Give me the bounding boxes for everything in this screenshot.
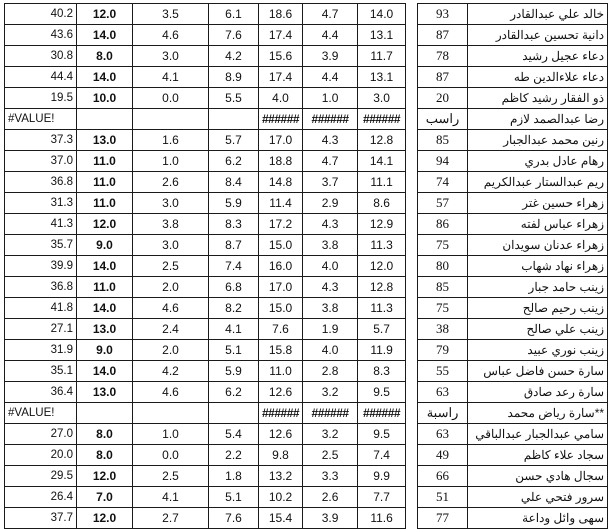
table-row [5, 88, 608, 109]
total-cell[interactable]: 41.3 [5, 214, 77, 235]
score-e-cell[interactable]: 4.4 [303, 67, 358, 88]
score-d-cell[interactable]: 9.8 [259, 445, 303, 466]
score-c-cell[interactable]: 6.2 [209, 382, 259, 403]
student-name-cell[interactable]: زهراء حسين غتر [468, 193, 608, 214]
score-a-cell[interactable] [77, 109, 133, 130]
spacer-cell[interactable] [406, 130, 418, 151]
score-f-cell[interactable]: 12.8 [358, 130, 406, 151]
score-d-cell[interactable]: ###### [259, 403, 303, 424]
score-f-cell[interactable]: 5.7 [358, 319, 406, 340]
total-cell[interactable]: 30.8 [5, 46, 77, 67]
spacer-cell[interactable] [406, 88, 418, 109]
spacer-cell[interactable] [406, 67, 418, 88]
grade-cell[interactable]: 78 [418, 46, 468, 67]
score-a-cell[interactable] [77, 403, 133, 424]
grade-cell[interactable]: 86 [418, 214, 468, 235]
score-e-cell[interactable]: 2.8 [303, 361, 358, 382]
grade-cell[interactable]: 87 [418, 67, 468, 88]
score-f-cell[interactable]: 12.8 [358, 277, 406, 298]
score-d-cell[interactable]: 12.6 [259, 382, 303, 403]
grade-cell[interactable]: راسب [418, 109, 468, 130]
student-name-cell[interactable]: دانية تحسين عبدالقادر [468, 25, 608, 46]
student-name-cell[interactable]: رهام عادل بدري [468, 151, 608, 172]
spacer-cell[interactable] [406, 445, 418, 466]
grade-cell[interactable]: 57 [418, 193, 468, 214]
score-d-cell[interactable]: 16.0 [259, 256, 303, 277]
score-a-cell[interactable]: 11.0 [77, 193, 133, 214]
score-b-cell[interactable]: 1.0 [133, 151, 209, 172]
table-row [5, 172, 608, 193]
score-b-cell[interactable]: 1.6 [133, 130, 209, 151]
score-b-cell[interactable]: 3.0 [133, 193, 209, 214]
spacer-cell[interactable] [406, 298, 418, 319]
total-cell[interactable]: 41.8 [5, 298, 77, 319]
score-d-cell[interactable]: 7.6 [259, 319, 303, 340]
student-name-cell[interactable]: دعاء عجيل رشيد [468, 46, 608, 67]
spacer-cell[interactable] [406, 361, 418, 382]
score-e-cell[interactable]: 4.3 [303, 214, 358, 235]
grade-cell[interactable]: 94 [418, 151, 468, 172]
score-c-cell[interactable]: 6.2 [209, 151, 259, 172]
spacer-cell[interactable] [406, 4, 418, 25]
score-d-cell[interactable]: 17.4 [259, 25, 303, 46]
score-f-cell[interactable]: 7.4 [358, 445, 406, 466]
score-d-cell[interactable]: 18.6 [259, 4, 303, 25]
score-f-cell[interactable]: 14.0 [358, 4, 406, 25]
score-a-cell[interactable]: 8.0 [77, 424, 133, 445]
score-c-cell[interactable]: 8.7 [209, 235, 259, 256]
total-cell[interactable]: 31.3 [5, 193, 77, 214]
student-name-cell[interactable]: زينب نوري عبيد [468, 340, 608, 361]
score-d-cell[interactable]: ###### [259, 109, 303, 130]
score-f-cell[interactable]: 11.9 [358, 340, 406, 361]
table-row [5, 214, 608, 235]
spacer-cell[interactable] [406, 235, 418, 256]
table-row [5, 361, 608, 382]
score-f-cell[interactable]: 11.3 [358, 298, 406, 319]
score-e-cell[interactable]: 2.5 [303, 445, 358, 466]
grade-cell[interactable]: 75 [418, 298, 468, 319]
score-b-cell[interactable]: 4.2 [133, 361, 209, 382]
student-name-cell[interactable]: زهراء عدنان سويدان [468, 235, 608, 256]
table-row [5, 46, 608, 67]
score-a-cell[interactable]: 8.0 [77, 46, 133, 67]
spacer-cell[interactable] [406, 403, 418, 424]
score-f-cell[interactable]: 7.7 [358, 487, 406, 508]
score-a-cell[interactable]: 14.0 [77, 67, 133, 88]
spacer-cell[interactable] [406, 109, 418, 130]
grade-cell[interactable]: 79 [418, 340, 468, 361]
spacer-cell[interactable] [406, 46, 418, 67]
total-cell[interactable]: 40.2 [5, 4, 77, 25]
table-row [5, 382, 608, 403]
score-e-cell[interactable]: 3.9 [303, 46, 358, 67]
score-d-cell[interactable]: 17.2 [259, 214, 303, 235]
score-b-cell[interactable]: 0.0 [133, 445, 209, 466]
total-cell[interactable]: 37.7 [5, 508, 77, 529]
table-row [5, 487, 608, 508]
spacer-cell[interactable] [406, 214, 418, 235]
total-cell[interactable]: 39.9 [5, 256, 77, 277]
score-d-cell[interactable]: 17.4 [259, 67, 303, 88]
score-c-cell[interactable] [209, 109, 259, 130]
score-e-cell[interactable]: 4.4 [303, 25, 358, 46]
total-cell[interactable]: #VALUE! [5, 403, 77, 424]
score-e-cell[interactable]: 4.7 [303, 151, 358, 172]
score-d-cell[interactable]: 15.6 [259, 46, 303, 67]
score-e-cell[interactable]: 1.0 [303, 88, 358, 109]
score-d-cell[interactable]: 15.8 [259, 340, 303, 361]
table-row [5, 277, 608, 298]
score-f-cell[interactable]: 13.1 [358, 67, 406, 88]
score-a-cell[interactable]: 11.0 [77, 277, 133, 298]
score-d-cell[interactable]: 17.0 [259, 277, 303, 298]
score-c-cell[interactable]: 5.1 [209, 340, 259, 361]
score-b-cell[interactable]: 4.1 [133, 67, 209, 88]
score-d-cell[interactable]: 12.6 [259, 424, 303, 445]
student-name-cell[interactable]: سجاد علاء كاظم [468, 445, 608, 466]
student-name-cell[interactable]: زينب حامد جبار [468, 277, 608, 298]
score-f-cell[interactable]: 11.7 [358, 46, 406, 67]
table-row [5, 298, 608, 319]
total-cell[interactable]: 26.4 [5, 487, 77, 508]
total-cell[interactable]: 37.0 [5, 151, 77, 172]
score-f-cell[interactable]: 3.0 [358, 88, 406, 109]
student-name-cell[interactable]: **سارة رياض محمد [468, 403, 608, 424]
grades-sheet [4, 3, 608, 529]
score-b-cell[interactable]: 0.0 [133, 88, 209, 109]
spacer-cell[interactable] [406, 487, 418, 508]
score-d-cell[interactable]: 11.4 [259, 193, 303, 214]
score-c-cell[interactable]: 6.1 [209, 4, 259, 25]
grade-cell[interactable]: 75 [418, 235, 468, 256]
student-name-cell[interactable]: سهى وائل وداعة [468, 508, 608, 529]
score-c-cell[interactable]: 5.1 [209, 487, 259, 508]
score-a-cell[interactable]: 10.0 [77, 88, 133, 109]
score-b-cell[interactable]: 3.0 [133, 46, 209, 67]
score-e-cell[interactable]: 3.9 [303, 508, 358, 529]
score-e-cell[interactable]: 1.9 [303, 319, 358, 340]
table-row [5, 256, 608, 277]
grade-cell[interactable]: 93 [418, 4, 468, 25]
score-e-cell[interactable]: 3.3 [303, 466, 358, 487]
score-b-cell[interactable]: 4.6 [133, 382, 209, 403]
score-c-cell[interactable] [209, 403, 259, 424]
score-b-cell[interactable] [133, 109, 209, 130]
spacer-cell[interactable] [406, 340, 418, 361]
score-a-cell[interactable]: 11.0 [77, 172, 133, 193]
total-cell[interactable]: 27.0 [5, 424, 77, 445]
grade-cell[interactable]: 20 [418, 88, 468, 109]
student-name-cell[interactable]: سجال هادي حسن [468, 466, 608, 487]
score-b-cell[interactable]: 4.6 [133, 298, 209, 319]
spacer-cell[interactable] [406, 277, 418, 298]
score-a-cell[interactable]: 8.0 [77, 445, 133, 466]
grade-cell[interactable]: 66 [418, 466, 468, 487]
spacer-cell[interactable] [406, 193, 418, 214]
score-c-cell[interactable]: 5.4 [209, 424, 259, 445]
table-row [5, 340, 608, 361]
score-c-cell[interactable]: 7.6 [209, 508, 259, 529]
table-row [5, 25, 608, 46]
spacer-cell[interactable] [406, 25, 418, 46]
score-a-cell[interactable]: 11.0 [77, 151, 133, 172]
score-e-cell[interactable]: 4.3 [303, 130, 358, 151]
score-a-cell[interactable]: 9.0 [77, 340, 133, 361]
score-f-cell[interactable]: 13.1 [358, 25, 406, 46]
score-f-cell[interactable]: 8.6 [358, 193, 406, 214]
grade-cell[interactable]: 51 [418, 487, 468, 508]
student-name-cell[interactable]: رضا عبدالصمد لازم [468, 109, 608, 130]
score-e-cell[interactable]: 3.7 [303, 172, 358, 193]
grade-cell[interactable]: راسبة [418, 403, 468, 424]
total-cell[interactable]: 20.0 [5, 445, 77, 466]
score-b-cell[interactable]: 2.4 [133, 319, 209, 340]
student-name-cell[interactable]: زهراء عباس لفته [468, 214, 608, 235]
spacer-cell[interactable] [406, 382, 418, 403]
table-row [5, 109, 608, 130]
score-e-cell[interactable]: 4.7 [303, 4, 358, 25]
student-name-cell[interactable]: سامي عبدالجبار عبدالباقي [468, 424, 608, 445]
grade-cell[interactable]: 80 [418, 256, 468, 277]
score-f-cell[interactable]: 12.9 [358, 214, 406, 235]
score-c-cell[interactable]: 8.9 [209, 67, 259, 88]
table-row [5, 130, 608, 151]
student-name-cell[interactable]: زينب رحيم صالح [468, 298, 608, 319]
score-f-cell[interactable]: 9.5 [358, 382, 406, 403]
table-row [5, 319, 608, 340]
grade-cell[interactable]: 77 [418, 508, 468, 529]
score-c-cell[interactable]: 8.3 [209, 214, 259, 235]
score-f-cell[interactable]: 9.5 [358, 424, 406, 445]
score-b-cell[interactable]: 2.7 [133, 508, 209, 529]
score-d-cell[interactable]: 13.2 [259, 466, 303, 487]
score-f-cell[interactable]: 14.1 [358, 151, 406, 172]
spacer-cell[interactable] [406, 172, 418, 193]
score-d-cell[interactable]: 15.0 [259, 235, 303, 256]
score-e-cell[interactable]: 3.2 [303, 382, 358, 403]
score-d-cell[interactable]: 15.4 [259, 508, 303, 529]
grade-cell[interactable]: 63 [418, 382, 468, 403]
score-e-cell[interactable]: 3.8 [303, 235, 358, 256]
score-b-cell[interactable]: 3.0 [133, 235, 209, 256]
total-cell[interactable]: 29.5 [5, 466, 77, 487]
score-d-cell[interactable]: 10.2 [259, 487, 303, 508]
table-row [5, 151, 608, 172]
grade-cell[interactable]: 55 [418, 361, 468, 382]
score-e-cell[interactable]: 4.0 [303, 256, 358, 277]
score-e-cell[interactable]: ###### [303, 109, 358, 130]
table-row [5, 235, 608, 256]
score-a-cell[interactable]: 12.0 [77, 508, 133, 529]
student-name-cell[interactable]: دعاء علاءالدين طه [468, 67, 608, 88]
table-row [5, 4, 608, 25]
spacer-cell[interactable] [406, 424, 418, 445]
spacer-cell[interactable] [406, 256, 418, 277]
score-c-cell[interactable]: 7.6 [209, 25, 259, 46]
student-name-cell[interactable]: خالد علي عبدالقادر [468, 4, 608, 25]
sheet-body [5, 4, 608, 529]
score-e-cell[interactable]: ###### [303, 403, 358, 424]
score-d-cell[interactable]: 15.0 [259, 298, 303, 319]
score-a-cell[interactable]: 14.0 [77, 361, 133, 382]
total-cell[interactable]: 36.8 [5, 277, 77, 298]
score-d-cell[interactable]: 18.8 [259, 151, 303, 172]
score-f-cell[interactable]: ###### [358, 109, 406, 130]
score-c-cell[interactable]: 6.8 [209, 277, 259, 298]
grade-cell[interactable]: 49 [418, 445, 468, 466]
total-cell[interactable]: 27.1 [5, 319, 77, 340]
score-f-cell[interactable]: 11.6 [358, 508, 406, 529]
student-name-cell[interactable]: زينب علي صالح [468, 319, 608, 340]
grade-cell[interactable]: 38 [418, 319, 468, 340]
total-cell[interactable]: 35.1 [5, 361, 77, 382]
spacer-cell[interactable] [406, 151, 418, 172]
score-b-cell[interactable]: 4.1 [133, 487, 209, 508]
score-d-cell[interactable]: 17.0 [259, 130, 303, 151]
score-c-cell[interactable]: 5.5 [209, 88, 259, 109]
score-d-cell[interactable]: 14.8 [259, 172, 303, 193]
score-e-cell[interactable]: 2.6 [303, 487, 358, 508]
score-b-cell[interactable]: 1.0 [133, 424, 209, 445]
score-e-cell[interactable]: 3.8 [303, 298, 358, 319]
score-c-cell[interactable]: 5.9 [209, 193, 259, 214]
total-cell[interactable]: 31.9 [5, 340, 77, 361]
score-a-cell[interactable]: 14.0 [77, 298, 133, 319]
table-row [5, 424, 608, 445]
score-b-cell[interactable]: 3.8 [133, 214, 209, 235]
score-c-cell[interactable]: 4.1 [209, 319, 259, 340]
student-name-cell[interactable]: زهراء نهاد شهاب [468, 256, 608, 277]
score-a-cell[interactable]: 7.0 [77, 487, 133, 508]
score-c-cell[interactable]: 8.4 [209, 172, 259, 193]
student-name-cell[interactable]: رنين محمد عبدالجبار [468, 130, 608, 151]
spacer-cell[interactable] [406, 466, 418, 487]
score-d-cell[interactable]: 11.0 [259, 361, 303, 382]
score-c-cell[interactable]: 1.8 [209, 466, 259, 487]
grade-cell[interactable]: 87 [418, 25, 468, 46]
score-c-cell[interactable]: 8.2 [209, 298, 259, 319]
score-a-cell[interactable]: 14.0 [77, 256, 133, 277]
score-c-cell[interactable]: 5.7 [209, 130, 259, 151]
total-cell[interactable]: 19.5 [5, 88, 77, 109]
score-e-cell[interactable]: 4.0 [303, 340, 358, 361]
score-c-cell[interactable]: 7.4 [209, 256, 259, 277]
student-name-cell[interactable]: ريم عبدالستار عبدالكريم [468, 172, 608, 193]
score-b-cell[interactable]: 4.6 [133, 25, 209, 46]
student-name-cell[interactable]: سرور فتحي علي [468, 487, 608, 508]
score-a-cell[interactable]: 12.0 [77, 4, 133, 25]
total-cell[interactable]: 35.7 [5, 235, 77, 256]
score-b-cell[interactable]: 3.5 [133, 4, 209, 25]
grade-cell[interactable]: 85 [418, 277, 468, 298]
student-name-cell[interactable]: سارة رعد صادق [468, 382, 608, 403]
score-f-cell[interactable]: 8.3 [358, 361, 406, 382]
score-b-cell[interactable] [133, 403, 209, 424]
score-c-cell[interactable]: 4.2 [209, 46, 259, 67]
score-b-cell[interactable]: 2.0 [133, 340, 209, 361]
total-cell[interactable]: 36.8 [5, 172, 77, 193]
score-b-cell[interactable]: 2.5 [133, 466, 209, 487]
table-row [5, 193, 608, 214]
score-e-cell[interactable]: 4.3 [303, 277, 358, 298]
total-cell[interactable]: 36.4 [5, 382, 77, 403]
score-a-cell[interactable]: 12.0 [77, 466, 133, 487]
score-b-cell[interactable]: 2.6 [133, 172, 209, 193]
grade-cell[interactable]: 74 [418, 172, 468, 193]
score-a-cell[interactable]: 13.0 [77, 382, 133, 403]
grade-cell[interactable]: 63 [418, 424, 468, 445]
score-a-cell[interactable]: 14.0 [77, 25, 133, 46]
score-a-cell[interactable]: 12.0 [77, 214, 133, 235]
score-f-cell[interactable]: ###### [358, 403, 406, 424]
score-a-cell[interactable]: 13.0 [77, 319, 133, 340]
student-name-cell[interactable]: سارة حسن فاضل عباس [468, 361, 608, 382]
score-c-cell[interactable]: 2.2 [209, 445, 259, 466]
table-row [5, 466, 608, 487]
score-b-cell[interactable]: 2.0 [133, 277, 209, 298]
score-d-cell[interactable]: 4.0 [259, 88, 303, 109]
score-f-cell[interactable]: 9.9 [358, 466, 406, 487]
table-row [5, 445, 608, 466]
total-cell[interactable]: 37.3 [5, 130, 77, 151]
total-cell[interactable]: 44.4 [5, 67, 77, 88]
grade-cell[interactable]: 85 [418, 130, 468, 151]
score-f-cell[interactable]: 11.3 [358, 235, 406, 256]
score-a-cell[interactable]: 9.0 [77, 235, 133, 256]
table-row [5, 67, 608, 88]
total-cell[interactable]: #VALUE! [5, 109, 77, 130]
spacer-cell[interactable] [406, 319, 418, 340]
score-f-cell[interactable]: 11.1 [358, 172, 406, 193]
score-e-cell[interactable]: 3.2 [303, 424, 358, 445]
score-c-cell[interactable]: 5.9 [209, 361, 259, 382]
student-name-cell[interactable]: ذو الفقار رشيد كاظم [468, 88, 608, 109]
score-b-cell[interactable]: 2.5 [133, 256, 209, 277]
score-e-cell[interactable]: 2.9 [303, 193, 358, 214]
table-row [5, 403, 608, 424]
score-a-cell[interactable]: 13.0 [77, 130, 133, 151]
total-cell[interactable]: 43.6 [5, 25, 77, 46]
score-f-cell[interactable]: 12.0 [358, 256, 406, 277]
